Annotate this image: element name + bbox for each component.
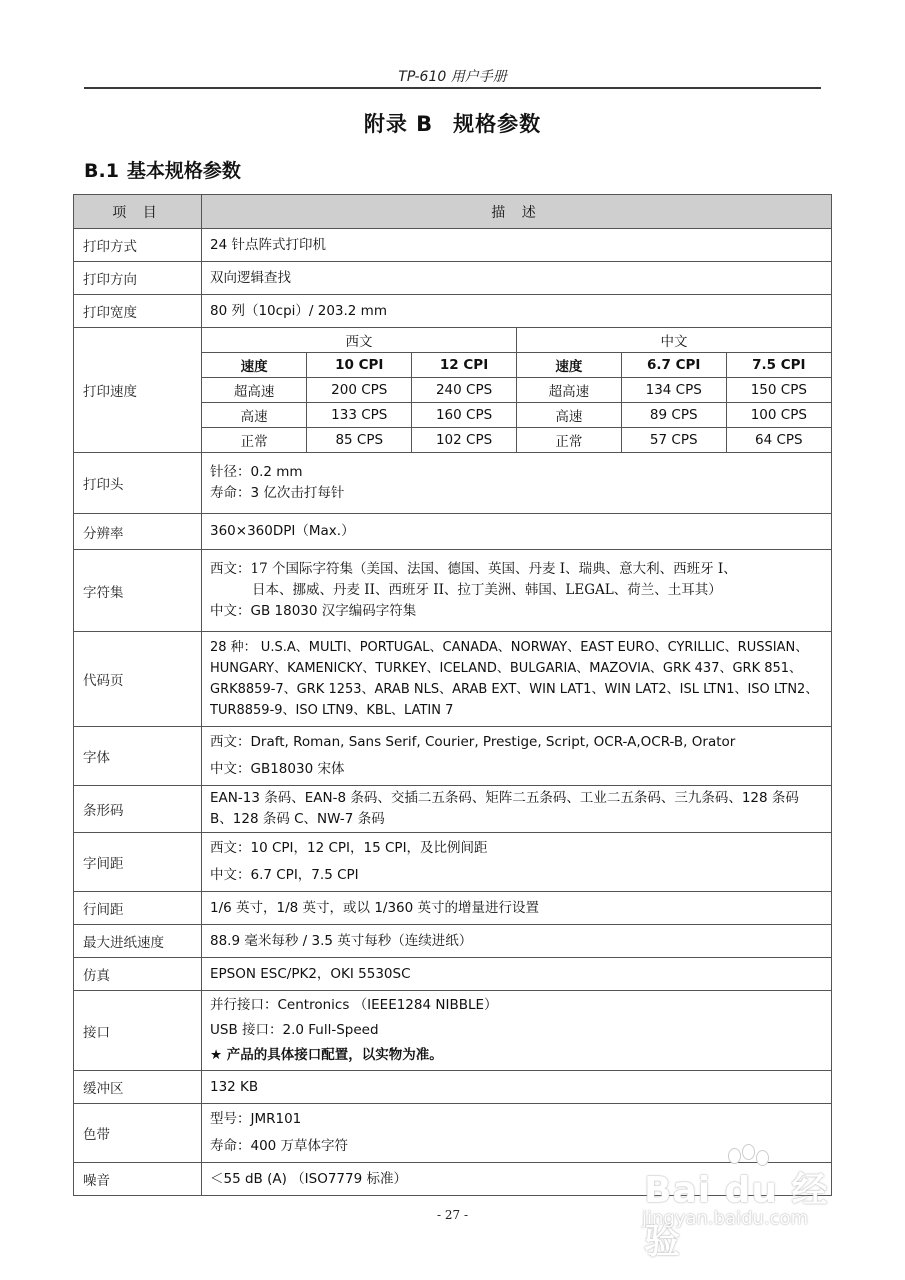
row-value: ＜55 dB (A) （ISO7779 标准） — [202, 1163, 832, 1196]
row-label: 打印方向 — [74, 262, 202, 295]
speed-col-header: 6.7 CPI — [621, 353, 726, 378]
header-rule — [84, 87, 821, 89]
table-row — [74, 925, 832, 958]
table-row — [74, 727, 832, 786]
row-value — [202, 833, 832, 892]
table-row — [74, 958, 832, 991]
watermark-logo: Bai du 经验 — [644, 1170, 829, 1262]
row-label: 打印速度 — [74, 328, 202, 453]
fonts-western: 西文：Draft, Roman, Sans Serif, Courier, Prestige, Script, OCR-A,OCR-B, Orator — [210, 734, 736, 750]
print-head-pin: 针径：0.2 mm — [210, 464, 303, 480]
table-row — [74, 295, 832, 328]
speed-row — [202, 403, 831, 428]
row-label: 噪音 — [74, 1163, 202, 1196]
watermark-url: jingyan.baidu.com — [642, 1208, 809, 1229]
row-value — [202, 991, 832, 1071]
speed-cell: 89 CPS — [621, 403, 726, 428]
table-row — [74, 892, 832, 925]
table-row-print-speed — [74, 328, 832, 453]
row-value — [202, 550, 832, 632]
char-spacing-western: 西文：10 CPI，12 CPI，15 CPI，及比例间距 — [210, 840, 488, 856]
table-row — [74, 833, 832, 892]
speed-cell: 150 CPS — [726, 378, 831, 403]
row-value: 1/6 英寸，1/8 英寸，或以 1/360 英寸的增量进行设置 — [202, 892, 832, 925]
appendix-label: 附录 B — [363, 112, 434, 136]
speed-cell: 160 CPS — [412, 403, 517, 428]
interface-parallel: 并行接口：Centronics （IEEE1284 NIBBLE） — [210, 997, 498, 1013]
speed-cell: 正常 — [516, 428, 621, 453]
row-value — [202, 727, 832, 786]
speed-cell: 高速 — [516, 403, 621, 428]
interface-note: ★ 产品的具体接口配置，以实物为准。 — [210, 1047, 443, 1063]
group-chinese: 中文 — [516, 328, 831, 353]
spec-table — [73, 194, 832, 1196]
speed-cell: 超高速 — [516, 378, 621, 403]
speed-cell: 85 CPS — [307, 428, 412, 453]
speed-col-header: 12 CPI — [412, 353, 517, 378]
speed-cell: 超高速 — [202, 378, 307, 403]
speed-group-row — [202, 328, 831, 353]
appendix-heading: 规格参数 — [453, 112, 542, 136]
row-value: EPSON ESC/PK2，OKI 5530SC — [202, 958, 832, 991]
speed-cell: 高速 — [202, 403, 307, 428]
row-label: 字符集 — [74, 550, 202, 632]
speed-col-header: 10 CPI — [307, 353, 412, 378]
row-value: 360×360DPI（Max.） — [202, 514, 832, 550]
speed-row — [202, 378, 831, 403]
print-head-life: 寿命：3 亿次击打每针 — [210, 485, 345, 501]
fonts-chinese: 中文：GB18030 宋体 — [210, 761, 345, 777]
row-value: 28 种： U.S.A、MULTI、PORTUGAL、CANADA、NORWAY、EAST EURO、CYRILLIC、RUSSIAN、HUNGARY、KAMENICKY、TURKEY、ICELAND、BULGARIA、MAZOVIA、GRK 437、GRK 851、GRK8859-7、GRK 1253、ARAB NLS、ARAB EXT、WIN LAT1、WIN LAT2、ISL LTN1、ISO LTN2、TUR8859-9、ISO LTN9、KBL、LATIN 7 — [202, 632, 832, 727]
row-label: 条形码 — [74, 786, 202, 833]
speed-cell: 200 CPS — [307, 378, 412, 403]
interface-usb: USB 接口：2.0 Full-Speed — [210, 1022, 379, 1038]
ribbon-life: 寿命：400 万草体字符 — [210, 1138, 349, 1154]
row-label: 代码页 — [74, 632, 202, 727]
table-row — [74, 550, 832, 632]
table-row — [74, 514, 832, 550]
row-label: 最大进纸速度 — [74, 925, 202, 958]
ribbon-model: 型号：JMR101 — [210, 1111, 302, 1127]
row-label: 打印方式 — [74, 229, 202, 262]
baidu-watermark — [640, 1148, 860, 1262]
table-row — [74, 786, 832, 833]
row-label: 行间距 — [74, 892, 202, 925]
row-label: 打印头 — [74, 453, 202, 514]
speed-row — [202, 428, 831, 453]
page-number: - 27 - — [436, 1208, 468, 1222]
row-value: 88.9 毫米每秒 / 3.5 英寸每秒（连续进纸） — [202, 925, 832, 958]
speed-col-header: 速度 — [202, 353, 307, 378]
section-heading: 基本规格参数 — [126, 160, 241, 182]
charset-western-2: 日本、挪威、丹麦 II、西班牙 II、拉丁美洲、韩国、LEGAL、荷兰、土耳其） — [252, 582, 722, 598]
speed-cell: 正常 — [202, 428, 307, 453]
speed-cell: 134 CPS — [621, 378, 726, 403]
row-value — [202, 453, 832, 514]
row-value: 132 KB — [202, 1071, 832, 1104]
speed-cell: 64 CPS — [726, 428, 831, 453]
speed-cell: 100 CPS — [726, 403, 831, 428]
speed-subtable — [202, 328, 831, 452]
row-label: 仿真 — [74, 958, 202, 991]
table-row — [74, 632, 832, 727]
row-value: 双向逻辑查找 — [202, 262, 832, 295]
column-header-description: 描 述 — [202, 195, 832, 229]
table-row — [74, 453, 832, 514]
speed-cell: 133 CPS — [307, 403, 412, 428]
row-value: 24 针点阵式打印机 — [202, 229, 832, 262]
row-label: 色带 — [74, 1104, 202, 1163]
table-header-row — [74, 195, 832, 229]
row-label: 字间距 — [74, 833, 202, 892]
row-label: 字体 — [74, 727, 202, 786]
speed-cell: 240 CPS — [412, 378, 517, 403]
row-label: 缓冲区 — [74, 1071, 202, 1104]
row-value: 80 列（10cpi）/ 203.2 mm — [202, 295, 832, 328]
speed-col-header: 7.5 CPI — [726, 353, 831, 378]
section-title — [84, 156, 241, 183]
charset-chinese: 中文：GB 18030 汉字编码字符集 — [210, 603, 417, 619]
column-header-item: 项 目 — [74, 195, 202, 229]
speed-column-row — [202, 353, 831, 378]
row-label: 分辨率 — [74, 514, 202, 550]
row-value: EAN-13 条码、EAN-8 条码、交插二五条码、矩阵二五条码、工业二五条码、三九条码、128 条码 B、128 条码 C、NW-7 条码 — [202, 786, 832, 833]
speed-col-header: 速度 — [516, 353, 621, 378]
table-row — [74, 262, 832, 295]
appendix-title — [0, 108, 905, 138]
char-spacing-chinese: 中文：6.7 CPI，7.5 CPI — [210, 867, 359, 883]
speed-cell: 57 CPS — [621, 428, 726, 453]
charset-western-1: 西文：17 个国际字符集（美国、法国、德国、英国、丹麦 I、瑞典、意大利、西班牙 I、 — [210, 561, 737, 577]
row-label: 打印宽度 — [74, 295, 202, 328]
section-number: B.1 — [84, 160, 119, 182]
table-row — [74, 1071, 832, 1104]
group-western: 西文 — [202, 328, 516, 353]
row-label: 接口 — [74, 991, 202, 1071]
speed-subtable-cell — [202, 328, 832, 453]
speed-cell: 102 CPS — [412, 428, 517, 453]
table-row — [74, 991, 832, 1071]
running-header: TP-610 用户手册 — [398, 69, 507, 85]
table-row — [74, 229, 832, 262]
